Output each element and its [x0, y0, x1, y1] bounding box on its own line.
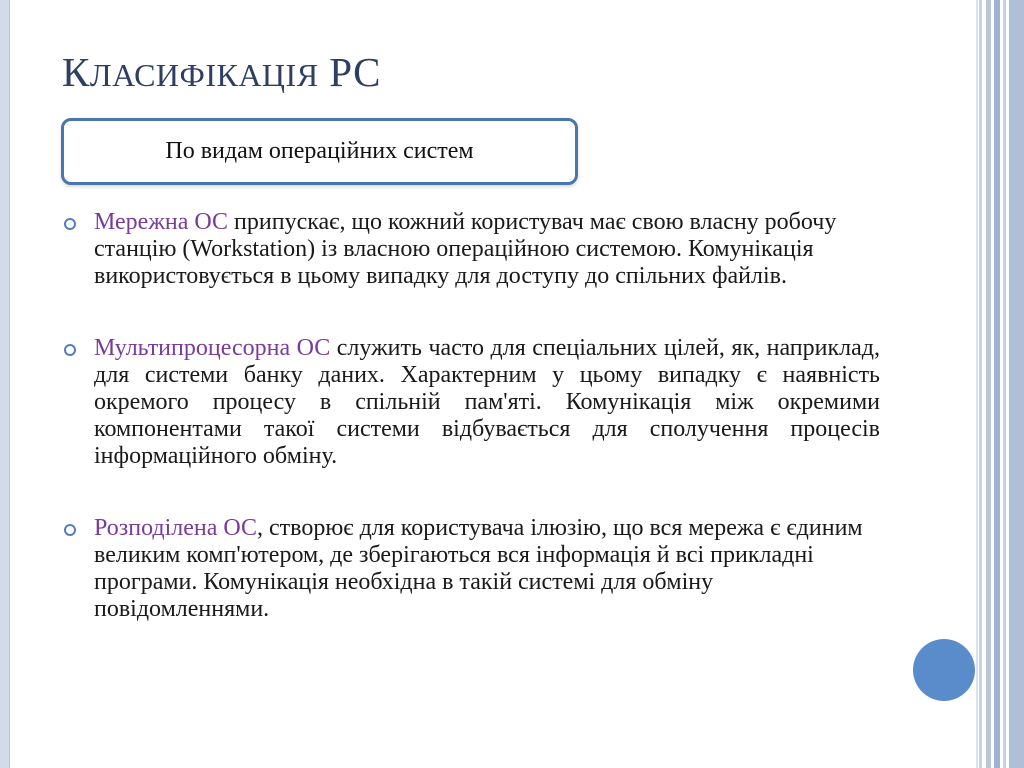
slide-title [62, 48, 381, 96]
bullet-circle-icon [64, 524, 76, 536]
title-rest: ЛАСИФІКАЦІЯ [89, 57, 319, 93]
list-item [62, 335, 880, 470]
term-distributed-os: Розподілена ОС [94, 515, 258, 541]
item-text: , створює для користувача ілюзію, що вся мережа є єдиним великим комп'ютером, де зберігаються вся інформація й всі прикладні програми. Комунікація необхідна в такій системі для обміну повідомленнями. [94, 515, 863, 622]
term-network-os: Мережна ОС [94, 209, 229, 235]
right-decorative-stripes [976, 0, 1024, 768]
bullet-list [62, 209, 880, 623]
subtitle-box [61, 118, 578, 185]
left-frame-border [0, 0, 10, 768]
bullet-circle-icon [64, 344, 76, 356]
title-initial: К [62, 49, 90, 95]
title-tail: РС [329, 49, 381, 95]
decorative-circle [913, 639, 975, 701]
item-text: припускає, що кожний користувач має свою власну робочу станцію (Workstation) із власною операційною системою. Комунікація використовується в цьому випадку для доступу до спільних файлів. [94, 209, 837, 289]
subtitle-text: По видам операційних систем [165, 138, 474, 164]
bullet-circle-icon [64, 218, 76, 230]
term-multiprocessor-os: Мультипроцесорна ОС [94, 335, 331, 361]
list-item [62, 209, 880, 290]
list-item [62, 515, 880, 623]
item-text: служить часто для спеціальних цілей, як, наприклад, для системи банку даних. Характерним у цьому випадку є наявність окремого процесу в спільній пам'яті. Комунікація між окремими компонентами такої системи відбувається для сполучення процесів інформаційного обміну. [94, 335, 880, 469]
